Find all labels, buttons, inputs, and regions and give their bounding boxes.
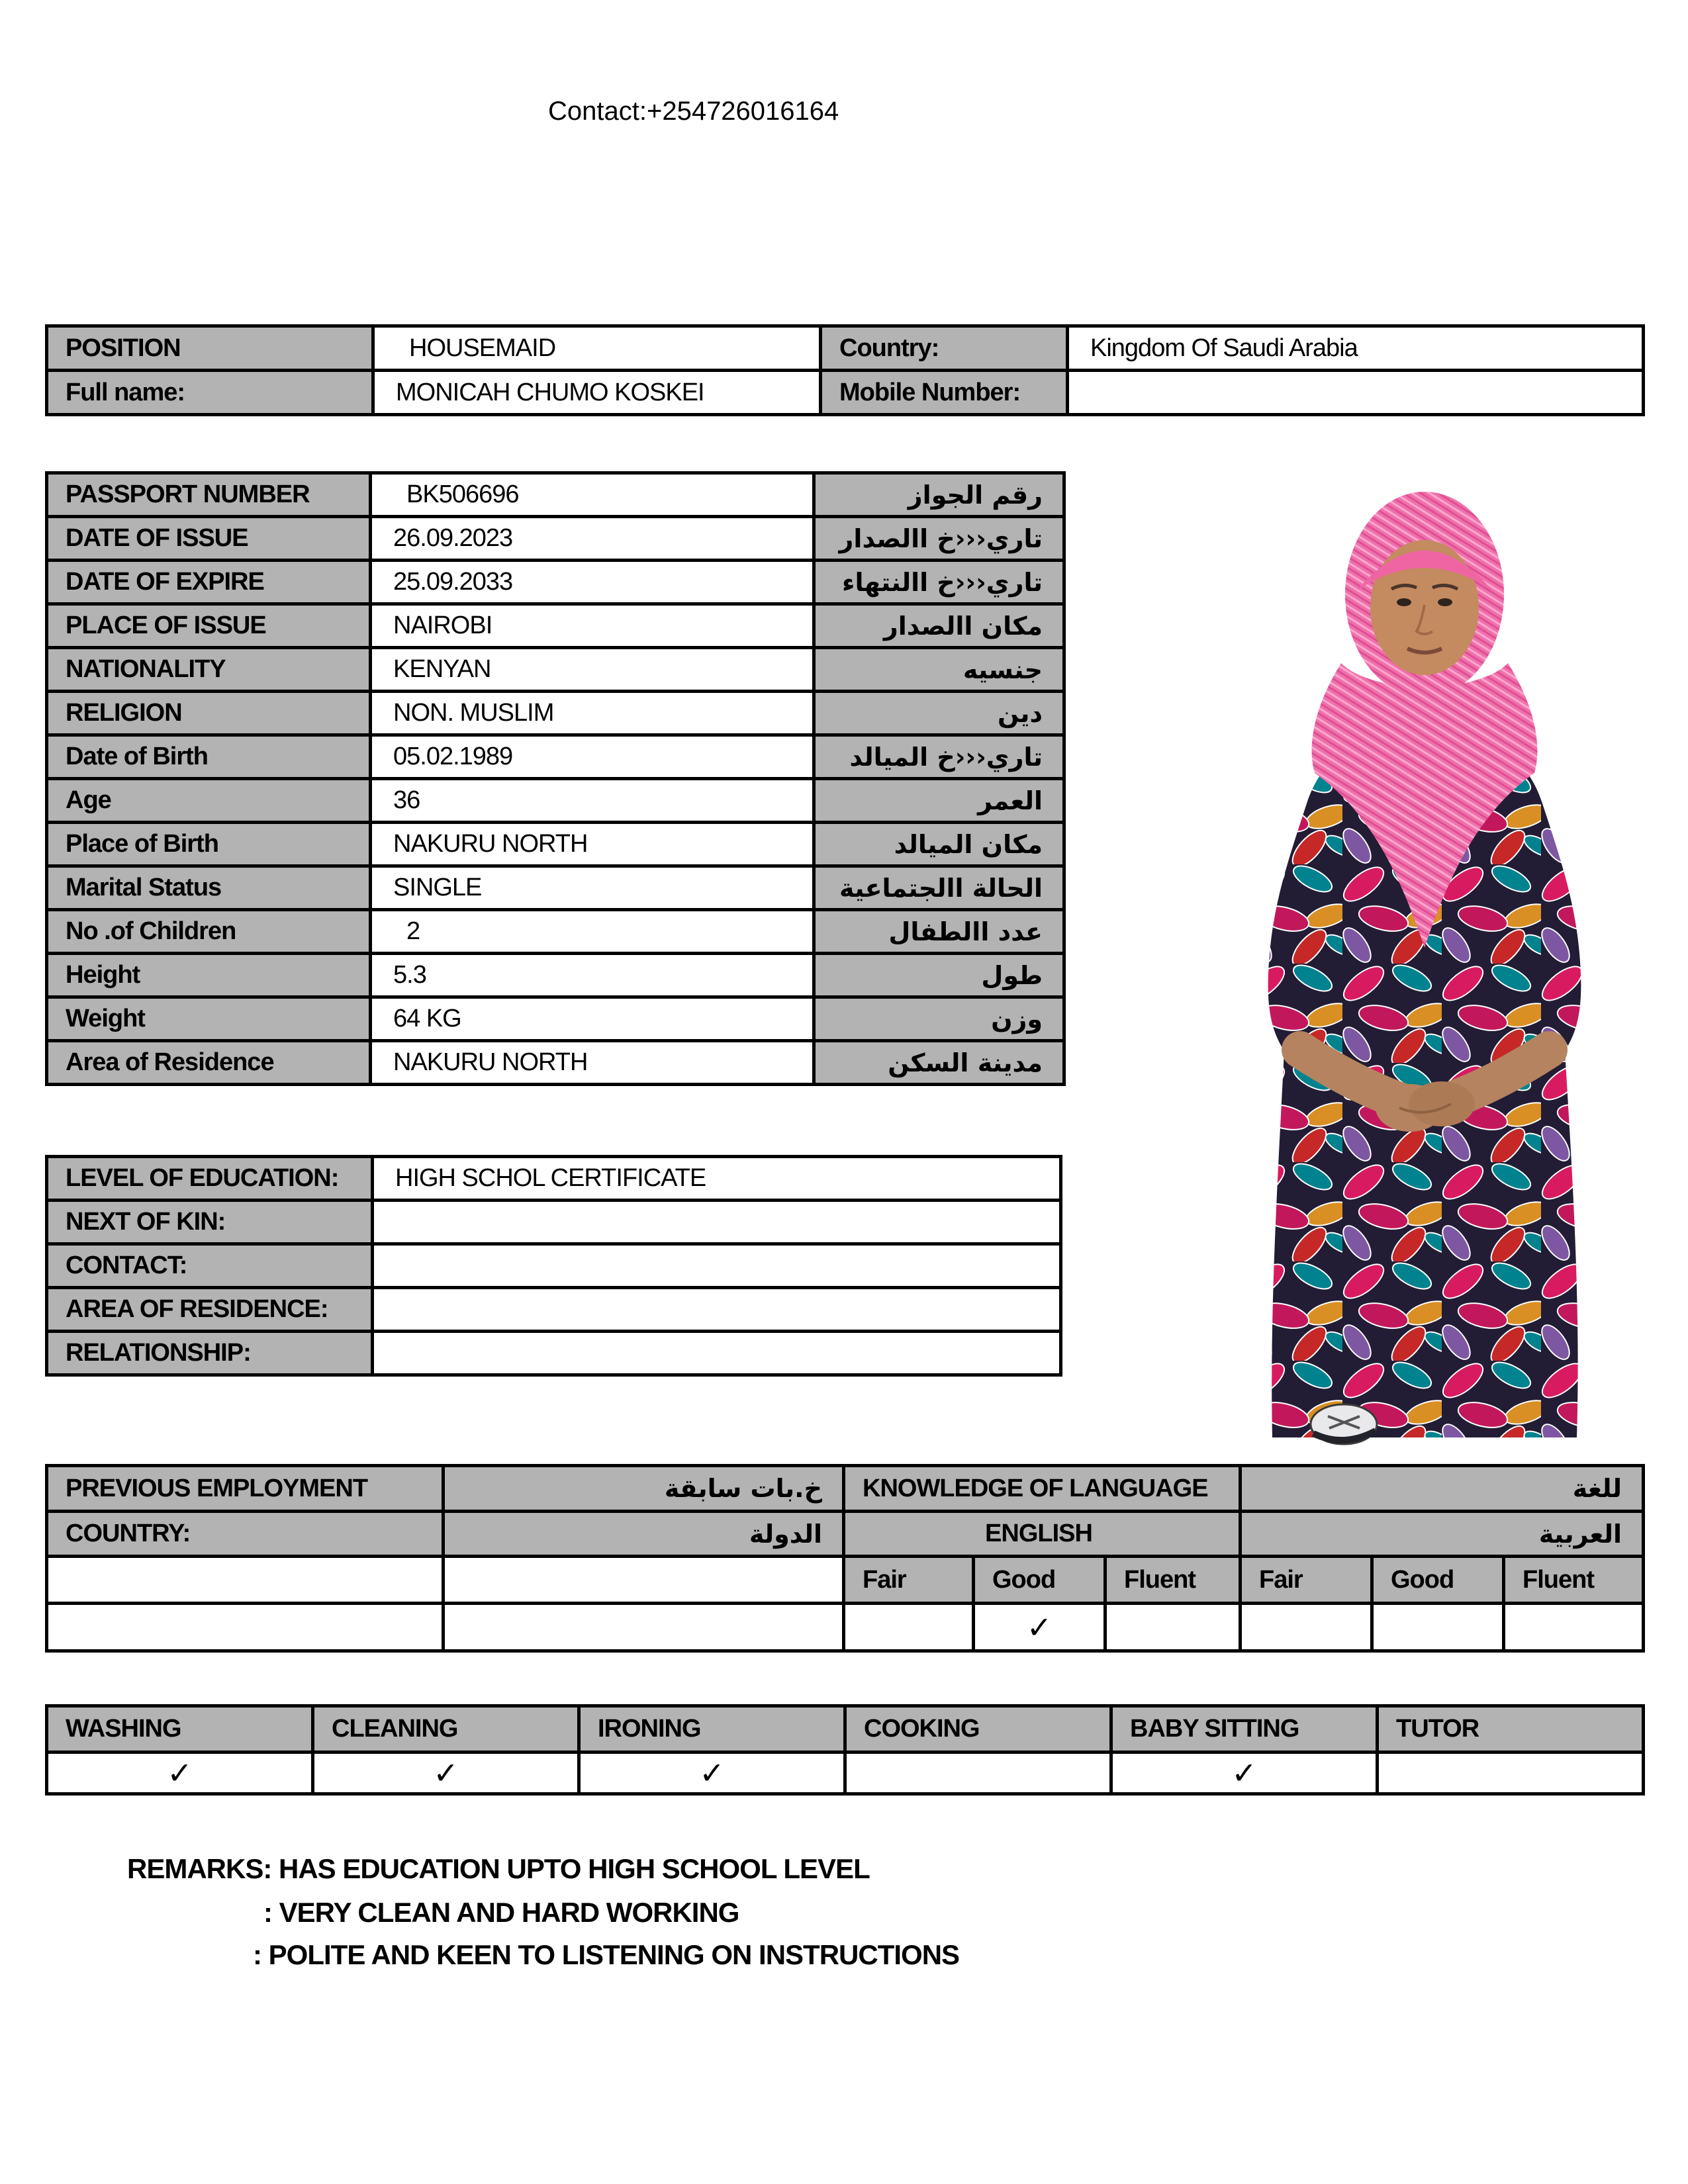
- education-table: [45, 1155, 1062, 1377]
- english-language-header: ENGLISH: [844, 1512, 1241, 1557]
- previous-employment-cell: [47, 1557, 444, 1604]
- arabic-language-header: العربية: [1241, 1512, 1644, 1557]
- position-label: POSITION: [47, 326, 373, 371]
- ironing-checkbox: ✓: [579, 1752, 845, 1794]
- relationship-label: RELATIONSHIP:: [47, 1332, 373, 1375]
- knowledge-of-language-label: KNOWLEDGE OF LANGUAGE: [844, 1466, 1241, 1512]
- remarks-line-1: REMARKS: HAS EDUCATION UPTO HIGH SCHOOL LEVEL: [127, 1853, 870, 1884]
- candidate-photo: [1243, 467, 1606, 1456]
- previous-employment-cell: [444, 1604, 844, 1651]
- table-row: [47, 1244, 1061, 1288]
- table-row: [47, 1332, 1061, 1375]
- height-arabic: طول: [814, 954, 1064, 997]
- residence-value: NAKURU NORTH: [371, 1041, 814, 1085]
- tutor-checkbox: [1378, 1752, 1644, 1794]
- arabic-fluent-checkbox: [1504, 1604, 1644, 1651]
- kin-contact-label: CONTACT:: [47, 1244, 373, 1288]
- nationality-label: NATIONALITY: [47, 648, 371, 692]
- date-of-issue-label: DATE OF ISSUE: [47, 517, 371, 561]
- previous-employment-arabic: خ.بات سابقة: [444, 1466, 844, 1512]
- passport-number-arabic: رقم الجواز: [814, 473, 1064, 517]
- date-of-expire-arabic: تاري‹‹‹خ االنتهاء: [814, 561, 1064, 604]
- table-row: [47, 1041, 1064, 1085]
- marital-status-value: SINGLE: [371, 866, 814, 910]
- religion-label: RELIGION: [47, 692, 371, 735]
- employment-country-label: COUNTRY:: [47, 1512, 444, 1557]
- religion-value: NON. MUSLIM: [371, 692, 814, 735]
- table-row: [47, 1512, 1644, 1557]
- mobile-label: Mobile Number:: [821, 371, 1068, 415]
- nationality-arabic: جنسيه: [814, 648, 1064, 692]
- arabic-good-checkbox: [1372, 1604, 1504, 1651]
- marital-status-arabic: الحالة االجتماعية: [814, 866, 1064, 910]
- english-fluent-header: Fluent: [1105, 1557, 1241, 1604]
- table-row: [47, 997, 1064, 1041]
- arabic-fluent-header: Fluent: [1504, 1557, 1644, 1604]
- date-of-issue-arabic: تاري‹‹‹خ االصدار: [814, 517, 1064, 561]
- weight-label: Weight: [47, 997, 371, 1041]
- table-row: [47, 604, 1064, 648]
- education-level-label: LEVEL OF EDUCATION:: [47, 1157, 373, 1201]
- cleaning-checkbox: ✓: [313, 1752, 579, 1794]
- nationality-value: KENYAN: [371, 648, 814, 692]
- arabic-fair-header: Fair: [1241, 1557, 1372, 1604]
- table-row: [47, 1288, 1061, 1332]
- country-label: Country:: [821, 326, 1068, 371]
- date-of-birth-label: Date of Birth: [47, 735, 371, 779]
- employment-country-arabic: الدولة: [444, 1512, 844, 1557]
- table-row: [47, 1604, 1644, 1651]
- employment-language-table: [45, 1464, 1645, 1653]
- table-row: [47, 1752, 1644, 1794]
- table-row: [47, 1466, 1644, 1512]
- kin-residence-value: [373, 1288, 1061, 1332]
- skills-table: [45, 1704, 1645, 1796]
- candidate-photo-illustration: [1243, 467, 1606, 1456]
- residence-label: Area of Residence: [47, 1041, 371, 1085]
- place-of-issue-value: NAIROBI: [371, 604, 814, 648]
- language-arabic-label: للغة: [1241, 1466, 1644, 1512]
- english-good-header: Good: [974, 1557, 1105, 1604]
- weight-value: 64 KG: [371, 997, 814, 1041]
- children-arabic: عدد االطفال: [814, 910, 1064, 954]
- arabic-fair-checkbox: [1241, 1604, 1372, 1651]
- table-row: [47, 1201, 1061, 1244]
- remarks-line-3: : POLITE AND KEEN TO LISTENING ON INSTRUCTIONS: [253, 1939, 960, 1970]
- place-of-birth-arabic: مكان الميالد: [814, 823, 1064, 866]
- fullname-value: MONICAH CHUMO KOSKEI: [373, 371, 821, 415]
- country-value: Kingdom Of Saudi Arabia: [1068, 326, 1644, 371]
- position-value: HOUSEMAID: [373, 326, 821, 371]
- table-row: [47, 1706, 1644, 1752]
- table-row: [47, 517, 1064, 561]
- religion-arabic: دين: [814, 692, 1064, 735]
- babysitting-checkbox: ✓: [1111, 1752, 1378, 1794]
- previous-employment-label: PREVIOUS EMPLOYMENT: [47, 1466, 444, 1512]
- table-row: [47, 371, 1644, 415]
- contact-line: Contact:+254726016164: [548, 97, 839, 126]
- next-of-kin-value: [373, 1201, 1061, 1244]
- table-row: [47, 866, 1064, 910]
- washing-checkbox: ✓: [47, 1752, 313, 1794]
- table-row: [47, 692, 1064, 735]
- weight-arabic: وزن: [814, 997, 1064, 1041]
- english-fair-header: Fair: [844, 1557, 974, 1604]
- date-of-issue-value: 26.09.2023: [371, 517, 814, 561]
- marital-status-label: Marital Status: [47, 866, 371, 910]
- previous-employment-cell: [444, 1557, 844, 1604]
- date-of-expire-label: DATE OF EXPIRE: [47, 561, 371, 604]
- date-of-expire-value: 25.09.2033: [371, 561, 814, 604]
- residence-arabic: مدينة السكن: [814, 1041, 1064, 1085]
- table-row: [47, 326, 1644, 371]
- kin-contact-value: [373, 1244, 1061, 1288]
- place-of-birth-label: Place of Birth: [47, 823, 371, 866]
- table-row: [47, 779, 1064, 823]
- date-of-birth-value: 05.02.1989: [371, 735, 814, 779]
- age-arabic: العمر: [814, 779, 1064, 823]
- height-label: Height: [47, 954, 371, 997]
- passport-table: [45, 471, 1066, 1086]
- remarks-line-2: : VERY CLEAN AND HARD WORKING: [263, 1897, 739, 1928]
- english-fluent-checkbox: [1105, 1604, 1241, 1651]
- washing-header: WASHING: [47, 1706, 313, 1752]
- ironing-header: IRONING: [579, 1706, 845, 1752]
- date-of-birth-arabic: تاري‹‹‹خ الميالد: [814, 735, 1064, 779]
- cooking-checkbox: [845, 1752, 1111, 1794]
- table-row: [47, 823, 1064, 866]
- relationship-value: [373, 1332, 1061, 1375]
- age-value: 36: [371, 779, 814, 823]
- fullname-label: Full name:: [47, 371, 373, 415]
- cooking-header: COOKING: [845, 1706, 1111, 1752]
- header-table: [45, 324, 1645, 416]
- english-good-checkbox: ✓: [974, 1604, 1105, 1651]
- height-value: 5.3: [371, 954, 814, 997]
- table-row: [47, 1557, 1644, 1604]
- table-row: [47, 954, 1064, 997]
- arabic-good-header: Good: [1372, 1557, 1504, 1604]
- age-label: Age: [47, 779, 371, 823]
- mobile-value: [1068, 371, 1644, 415]
- place-of-birth-value: NAKURU NORTH: [371, 823, 814, 866]
- children-label: No .of Children: [47, 910, 371, 954]
- kin-residence-label: AREA OF RESIDENCE:: [47, 1288, 373, 1332]
- table-row: [47, 561, 1064, 604]
- children-value: 2: [371, 910, 814, 954]
- table-row: [47, 473, 1064, 517]
- babysitting-header: BABY SITTING: [1111, 1706, 1378, 1752]
- table-row: [47, 648, 1064, 692]
- place-of-issue-arabic: مكان االصدار: [814, 604, 1064, 648]
- tutor-header: TUTOR: [1378, 1706, 1644, 1752]
- place-of-issue-label: PLACE OF ISSUE: [47, 604, 371, 648]
- table-row: [47, 910, 1064, 954]
- english-fair-checkbox: [844, 1604, 974, 1651]
- table-row: [47, 1157, 1061, 1201]
- education-level-value: HIGH SCHOL CERTIFICATE: [373, 1157, 1061, 1201]
- next-of-kin-label: NEXT OF KIN:: [47, 1201, 373, 1244]
- previous-employment-cell: [47, 1604, 444, 1651]
- table-row: [47, 735, 1064, 779]
- passport-number-label: PASSPORT NUMBER: [47, 473, 371, 517]
- cleaning-header: CLEANING: [313, 1706, 579, 1752]
- passport-number-value: BK506696: [371, 473, 814, 517]
